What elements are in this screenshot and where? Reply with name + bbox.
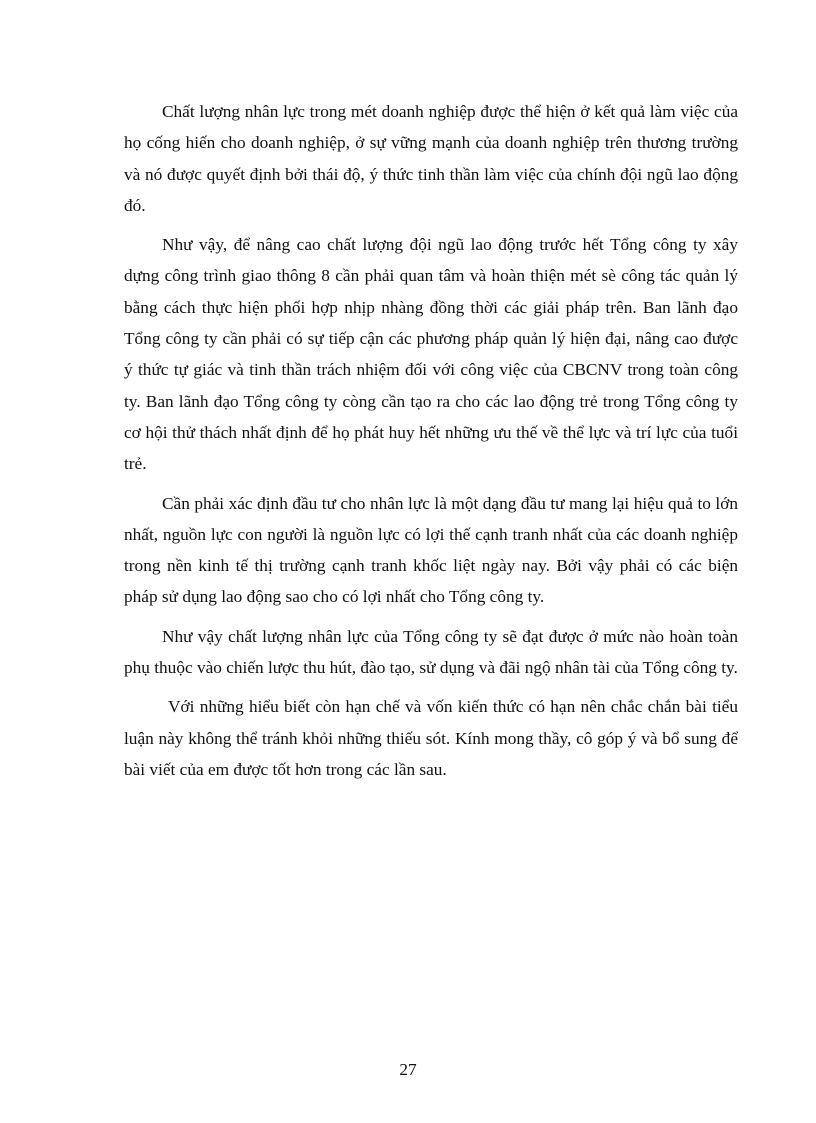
paragraph-2: Như vậy, để nâng cao chất lượng đội ngũ lao động trước hết Tổng công ty xây dựng công trình giao thông 8 cần phải quan tâm và hoàn thiện mét sè công tác quản lý bằng cách thực hiện phối hợp nhịp nhàng đồng thời các giải pháp trên. Ban lãnh đạo Tổng công ty cần phải có sự tiếp cận các phương pháp quản lý hiện đại, nâng cao được ý thức tự giác và tinh thần trách nhiệm đối với công việc của CBCNV trong toàn công ty. Ban lãnh đạo Tổng công ty còng cần tạo ra cho các lao động trẻ trong Tổng công ty cơ hội thử thách nhất định để họ phát huy hết những ưu thế về thể lực và trí lực của tuổi trẻ. <box>124 235 738 474</box>
page-number: 27 <box>399 1060 417 1079</box>
body-text <box>124 96 738 793</box>
paragraph-5: Với những hiểu biết còn hạn chế và vốn kiến thức có hạn nên chắc chắn bài tiểu luận này không thể tránh khỏi những thiếu sót. Kính mong thầy, cô góp ý và bổ sung để bài viết của em được tốt hơn trong các lần sau. <box>124 697 738 779</box>
paragraph-3: Cần phải xác định đầu tư cho nhân lực là một dạng đầu tư mang lại hiệu quả to lớn nhất, nguồn lực con người là nguồn lực có lợi thế cạnh tranh nhất của các doanh nghiệp trong nền kinh tế thị trường cạnh tranh khốc liệt ngày nay. Bởi vậy phải có các biện pháp sử dụng lao động sao cho có lợi nhất cho Tổng công ty. <box>124 493 738 607</box>
paragraph-1: Chất lượng nhân lực trong mét doanh nghiệp được thể hiện ở kết quả làm việc của họ cống hiến cho doanh nghiệp, ở sự vững mạnh của doanh nghiệp trên thương trường và nó được quyết định bởi thái độ, ý thức tinh thần làm việc của chính đội ngũ lao động đó. <box>124 102 738 215</box>
paragraph-4: Như vậy chất lượng nhân lực của Tổng công ty sẽ đạt được ở mức nào hoàn toàn phụ thuộc vào chiến lược thu hút, đào tạo, sử dụng và đãi ngộ nhân tài của Tổng công ty. <box>124 626 738 678</box>
